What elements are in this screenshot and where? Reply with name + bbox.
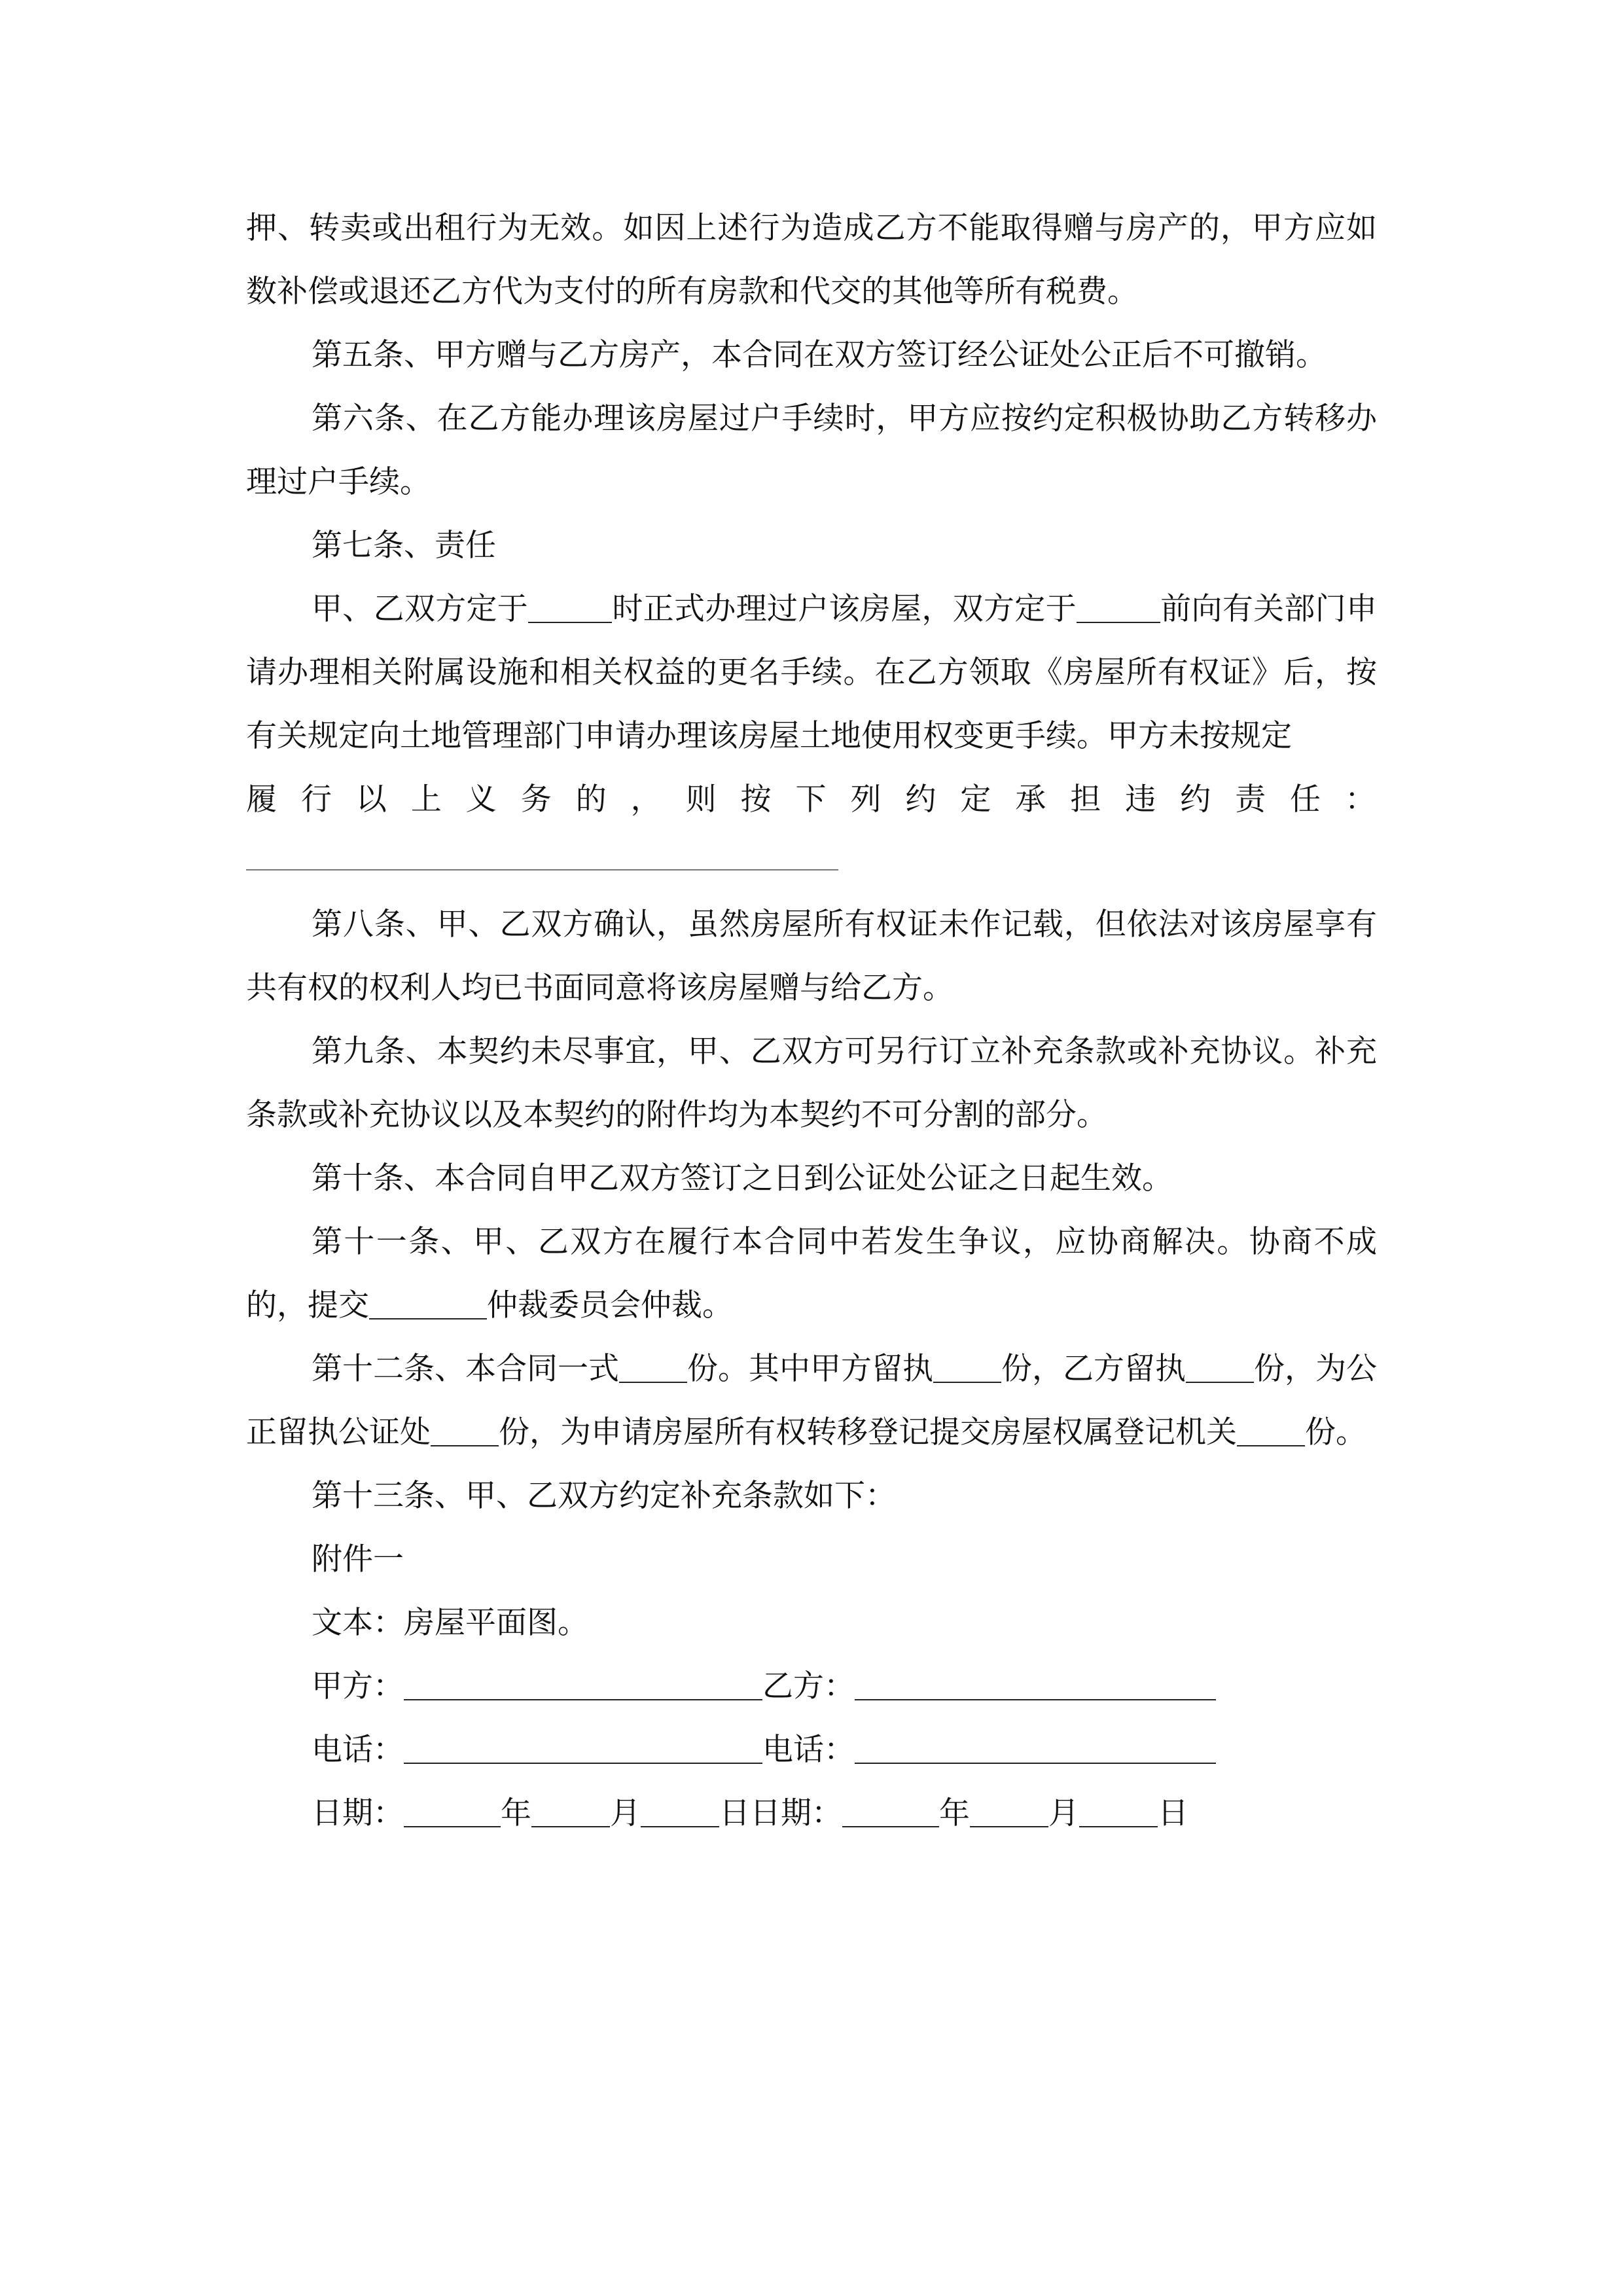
party-a-label: 甲方：	[312, 1668, 404, 1704]
article-11	[246, 1210, 1377, 1337]
article-7-heading	[246, 514, 1377, 577]
phone-a-line	[404, 1736, 762, 1764]
day-a-line	[641, 1800, 719, 1827]
year-label: 年	[939, 1795, 970, 1831]
signature-party-row	[246, 1655, 1377, 1718]
document-body	[246, 196, 1377, 1845]
text: 第五条、甲方赠与乙方房产，本合同在双方签订经公证处公正后不可撤销。	[312, 337, 1327, 373]
date-a-label: 日期：	[312, 1795, 404, 1831]
blank-line	[1186, 1355, 1254, 1383]
signature-date-row	[246, 1782, 1377, 1845]
text: 时正式办理过户该房屋，双方定于	[612, 591, 1077, 627]
month-a-line	[531, 1800, 610, 1827]
blank-rule	[246, 869, 838, 870]
blank-line	[619, 1355, 687, 1383]
text: 份，为申请房屋所有权转移登记提交房屋权属登记机关	[499, 1414, 1237, 1450]
text: 第十一条、甲、乙双方在履行本合同中若发生争议，应协商解决。协商不成的，提交	[246, 1224, 1377, 1323]
blank-line	[431, 1419, 499, 1446]
text: 份，为公正留执公证处	[246, 1351, 1377, 1450]
text: 份，乙方留执	[1001, 1351, 1186, 1387]
text: 份。	[1305, 1414, 1366, 1450]
day-b-line	[1079, 1800, 1158, 1827]
blank-line	[369, 1292, 487, 1319]
article-10	[246, 1147, 1377, 1210]
month-b-line	[970, 1800, 1048, 1827]
text: 前向有关部门申请办理相关附属设施和相关权益的更名手续。在乙方领取《房屋所有权证》后，按有关规定向土地管理部门申请办理该房屋土地使用权变更手续。甲方未按规定	[246, 591, 1378, 754]
text: 第十二条、本合同一式	[312, 1351, 619, 1387]
article-12	[246, 1337, 1377, 1464]
text: 第七条、责任	[312, 528, 496, 564]
phone-b-label: 电话：	[762, 1732, 855, 1768]
blank-line	[1077, 596, 1160, 623]
party-b-label: 乙方：	[762, 1668, 855, 1704]
phone-a-label: 电话：	[312, 1732, 404, 1768]
year-label: 年	[501, 1795, 531, 1831]
text: 第十三条、甲、乙双方约定补充条款如下：	[312, 1478, 896, 1514]
party-b-signature-line	[855, 1673, 1216, 1700]
article-5	[246, 323, 1377, 387]
article-7-last-line	[246, 768, 1377, 831]
phone-b-line	[855, 1736, 1216, 1764]
blank-line	[1237, 1419, 1305, 1446]
month-label: 月	[610, 1795, 641, 1831]
blank-line	[933, 1355, 1001, 1383]
article-7-body	[246, 577, 1377, 768]
paragraph-continued	[246, 196, 1377, 323]
day-date-label: 日日期：	[719, 1795, 842, 1831]
year-b-line	[842, 1800, 939, 1827]
attachment-text	[246, 1591, 1377, 1655]
article-8	[246, 893, 1377, 1020]
article-6	[246, 387, 1377, 514]
attachment-title	[246, 1528, 1377, 1591]
blank-line	[528, 596, 612, 623]
article-13	[246, 1464, 1377, 1528]
text: 仲裁委员会仲裁。	[487, 1287, 733, 1323]
text: 押、转卖或出租行为无效。如因上述行为造成乙方不能取得赠与房产的，甲方应如数补偿或退还乙方代为支付的所有房款和代交的其他等所有税费。	[246, 210, 1377, 310]
month-label: 月	[1048, 1795, 1079, 1831]
text: 份。其中甲方留执	[687, 1351, 933, 1387]
text: 履行以上义务的，则按下列约定承担违约责任：	[246, 781, 1377, 817]
text: 第八条、甲、乙双方确认，虽然房屋所有权证未作记载，但依法对该房屋享有共有权的权利人均已书面同意将该房屋赠与给乙方。	[246, 906, 1377, 1006]
day-label: 日	[1158, 1795, 1188, 1831]
text: 甲、乙双方定于	[312, 591, 529, 627]
text: 附件一	[312, 1541, 404, 1577]
signature-phone-row	[246, 1718, 1377, 1782]
text: 第九条、本契约未尽事宜，甲、乙双方可另行订立补充条款或补充协议。补充条款或补充协议以及本契约的附件均为本契约不可分割的部分。	[246, 1033, 1377, 1133]
year-a-line	[404, 1800, 501, 1827]
text: 文本：房屋平面图。	[312, 1605, 588, 1641]
text: 第十条、本合同自甲乙双方签订之日到公证处公证之日起生效。	[312, 1160, 1173, 1196]
party-a-signature-line	[404, 1673, 762, 1700]
article-9	[246, 1020, 1377, 1147]
text: 第六条、在乙方能办理该房屋过户手续时，甲方应按约定积极协助乙方转移办理过户手续。	[246, 401, 1377, 500]
